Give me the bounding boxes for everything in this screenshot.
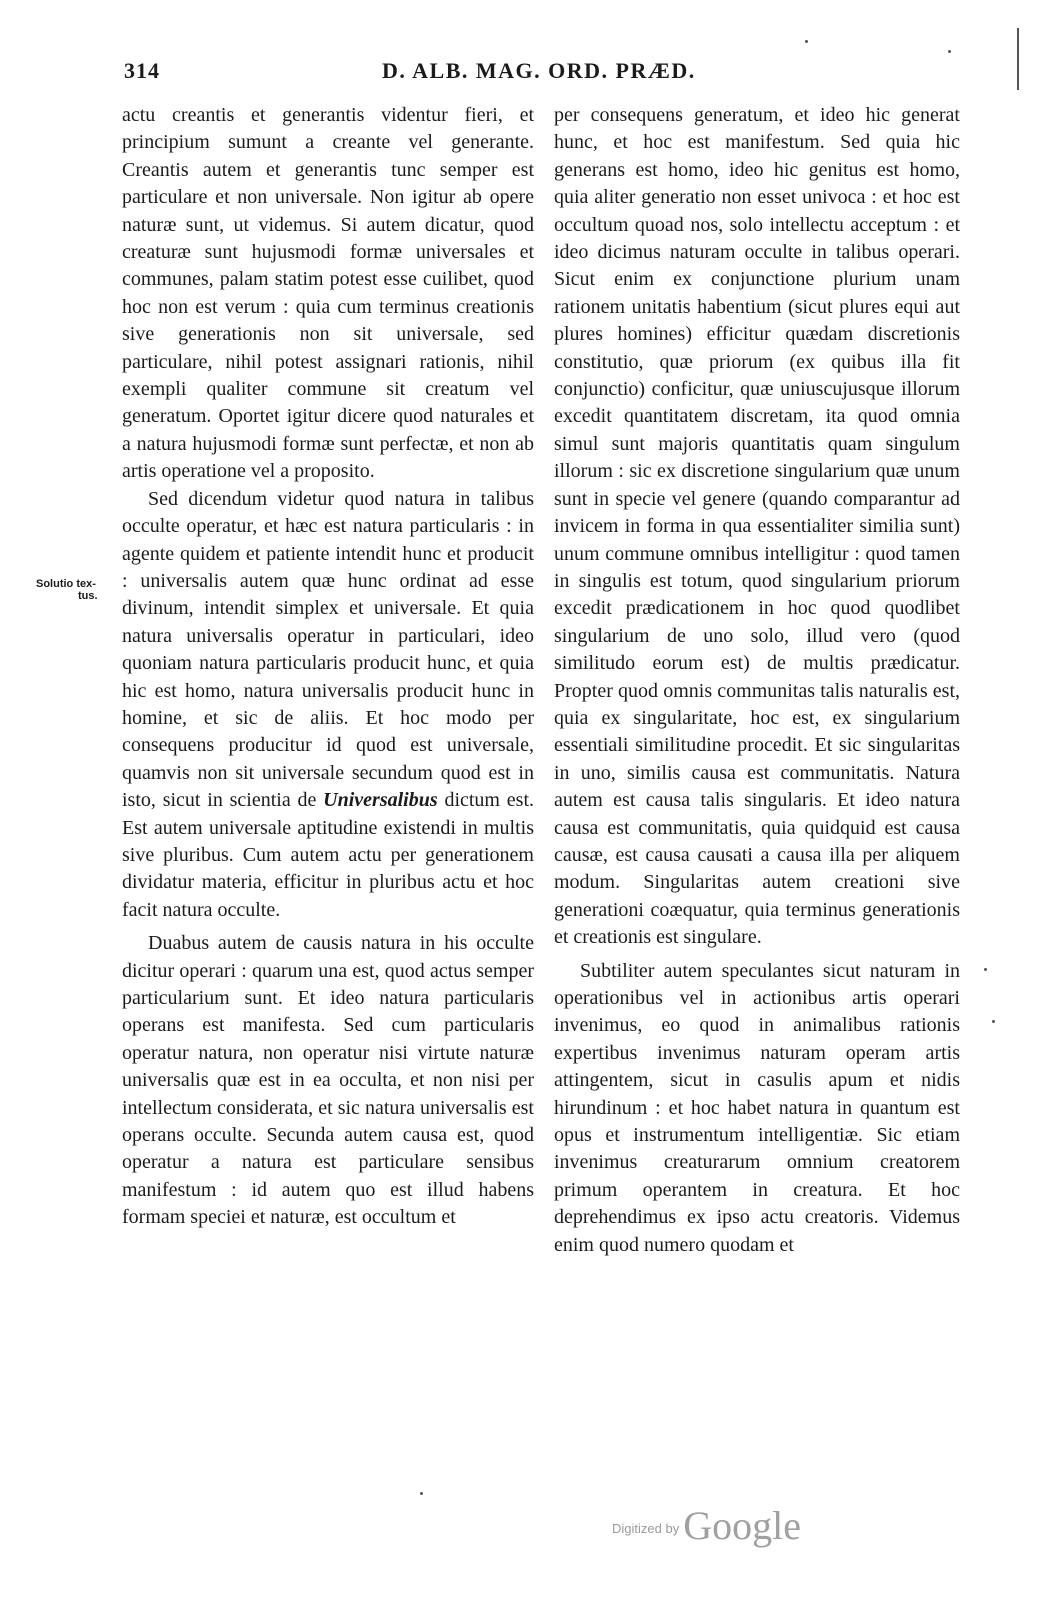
scan-speck xyxy=(805,40,808,43)
paragraph: actu creantis et generantis videntur fieri, et principium sumunt a creante vel generante. Creantis autem et generantis tunc semper est particulare et non universale. Non igitur ab opere naturæ sunt, ut videmus. Si autem dicatur, quod creaturæ sunt hujusmodi formæ universales et communes, palam statim potest esse cuilibet, quod hoc non est verum : quia cum terminus creationis sive generationis non sit universale, sed particulare, nihil potest assignari rationis, nihil exempli qualiter commune sit creatum vel generatum. Oportet igitur dicere quod naturales et a natura hujusmodi formæ sunt perfectæ, et non ab artis operatione vel a proposito. xyxy=(122,104,534,483)
paragraph xyxy=(122,486,534,925)
digitized-watermark xyxy=(612,1502,801,1549)
page-number: 314 xyxy=(124,58,160,83)
running-title: D. ALB. MAG. ORD. PRÆD. xyxy=(382,58,696,83)
italic-title: Universalibus xyxy=(323,789,438,812)
scan-speck xyxy=(420,1492,423,1495)
scan-artifact-line xyxy=(1017,28,1019,90)
margin-note-line-1: Solutio tex- xyxy=(36,578,96,590)
paragraph: per consequens generatum, et ideo hic generat hunc, et hoc est manifestum. Sed quia hic generans est homo, ideo hic genitus est homo, quia aliter generatio non esset univoca : et hoc est occultum quoad nos, solo intellectu acceptum : et ideo dicimus naturam occulte in talibus operari. Sicut enim ex conjunctione plurium unam rationem unitatis habentium (sicut plures equi aut plures homines) efficitur quædam discretionis constitutio, quæ priorum (ex quibus illa fit conjunctio) conficitur, quæ uniuscujusque illorum excedit quantitatem discretam, ita quod omnia simul sunt majoris quantitatis quam singulum illorum : sic ex discretione singularium quæ unum sunt in specie vel genere (quando comparantur ad invicem in forma in qua essentialiter similia sunt) unum commune omnibus intelligitur : quod tamen in singulis est totum, quod singularium priorum excedit prædicationem in hoc quod quodlibet singularium de uno solo, illud vero (quod similitudo eorum est) de multis prædicatur. Propter quod omnis communitas talis naturalis est, quia ex singularitate, hoc est, ex singularium essentiali similitudine procedit. Et sic singularitas in uno, similis causa est communitatis. Natura autem est causa talis singularis. Et ideo natura causa est communitatis, quia quidquid est causa causæ, est causa causati a causa illa per aliquem modum. Singularitas autem creationi sive generationi coæquatur, quia terminus generationis et creationis est singulare. xyxy=(554,104,960,949)
google-logo: Google xyxy=(683,1503,801,1548)
margin-note xyxy=(36,578,118,602)
scan-speck xyxy=(948,50,951,53)
right-text-column xyxy=(554,102,960,1259)
scan-speck xyxy=(992,1020,995,1023)
left-text-column xyxy=(122,102,534,1232)
paragraph: Duabus autem de causis natura in his occulte dicitur operari : quarum una est, quod actus semper particularium sunt. Et ideo natura particularis operans est manifesta. Sed cum particularis operatur natura, non operatur nisi virtute naturæ universalis quæ est in ea occulta, et non nisi per intellectum considerata, et sic natura universalis est operans occulte. Secunda autem causa est, quod operatur a natura est particulare sensibus manifestum : id autem quo est illud habens formam speciei et naturæ, est occultum et xyxy=(122,932,534,1229)
paragraph: Subtiliter autem speculantes sicut naturam in operationibus vel in actionibus artis operari invenimus, eo quod in animalibus rationis expertibus invenimus naturam operam artis attingentem, sicut in casulis apum et nidis hirundinum : et hoc habet natura in quantum est opus et instrumentum intelligentiæ. Sic etiam invenimus creaturarum omnium creatorem primum operantem in creatura. Et hoc deprehendimus ex ipso actu creatoris. Videmus enim quod numero quodam et xyxy=(554,959,960,1256)
paragraph-text: dictum est. Est autem universale aptitudine existendi in multis sive pluribus. Cum autem actu per generationem dividatur materia, efficitur in pluribus actu et hoc facit natura occulte. xyxy=(122,789,534,921)
watermark-prefix: Digitized by xyxy=(612,1521,680,1536)
margin-note-line-2: tus. xyxy=(78,590,98,602)
paragraph-text: Sed dicendum videtur quod natura in talibus occulte operatur, et hæc est natura particularis : in agente quidem et patiente intendit hunc et producit : universalis autem quæ hunc ordinat ad esse divinum, intendit simplex et universale. Et quia natura universalis operatur in particulari, ideo quoniam natura particularis producit hunc, et quia hic est homo, natura universalis producit hunc in homine, et sic de aliis. Et hoc modo per consequens producitur id quod est universale, quamvis non sit universale secundum quod est in isto, sicut in scientia de xyxy=(122,487,534,812)
scan-speck xyxy=(984,968,987,971)
